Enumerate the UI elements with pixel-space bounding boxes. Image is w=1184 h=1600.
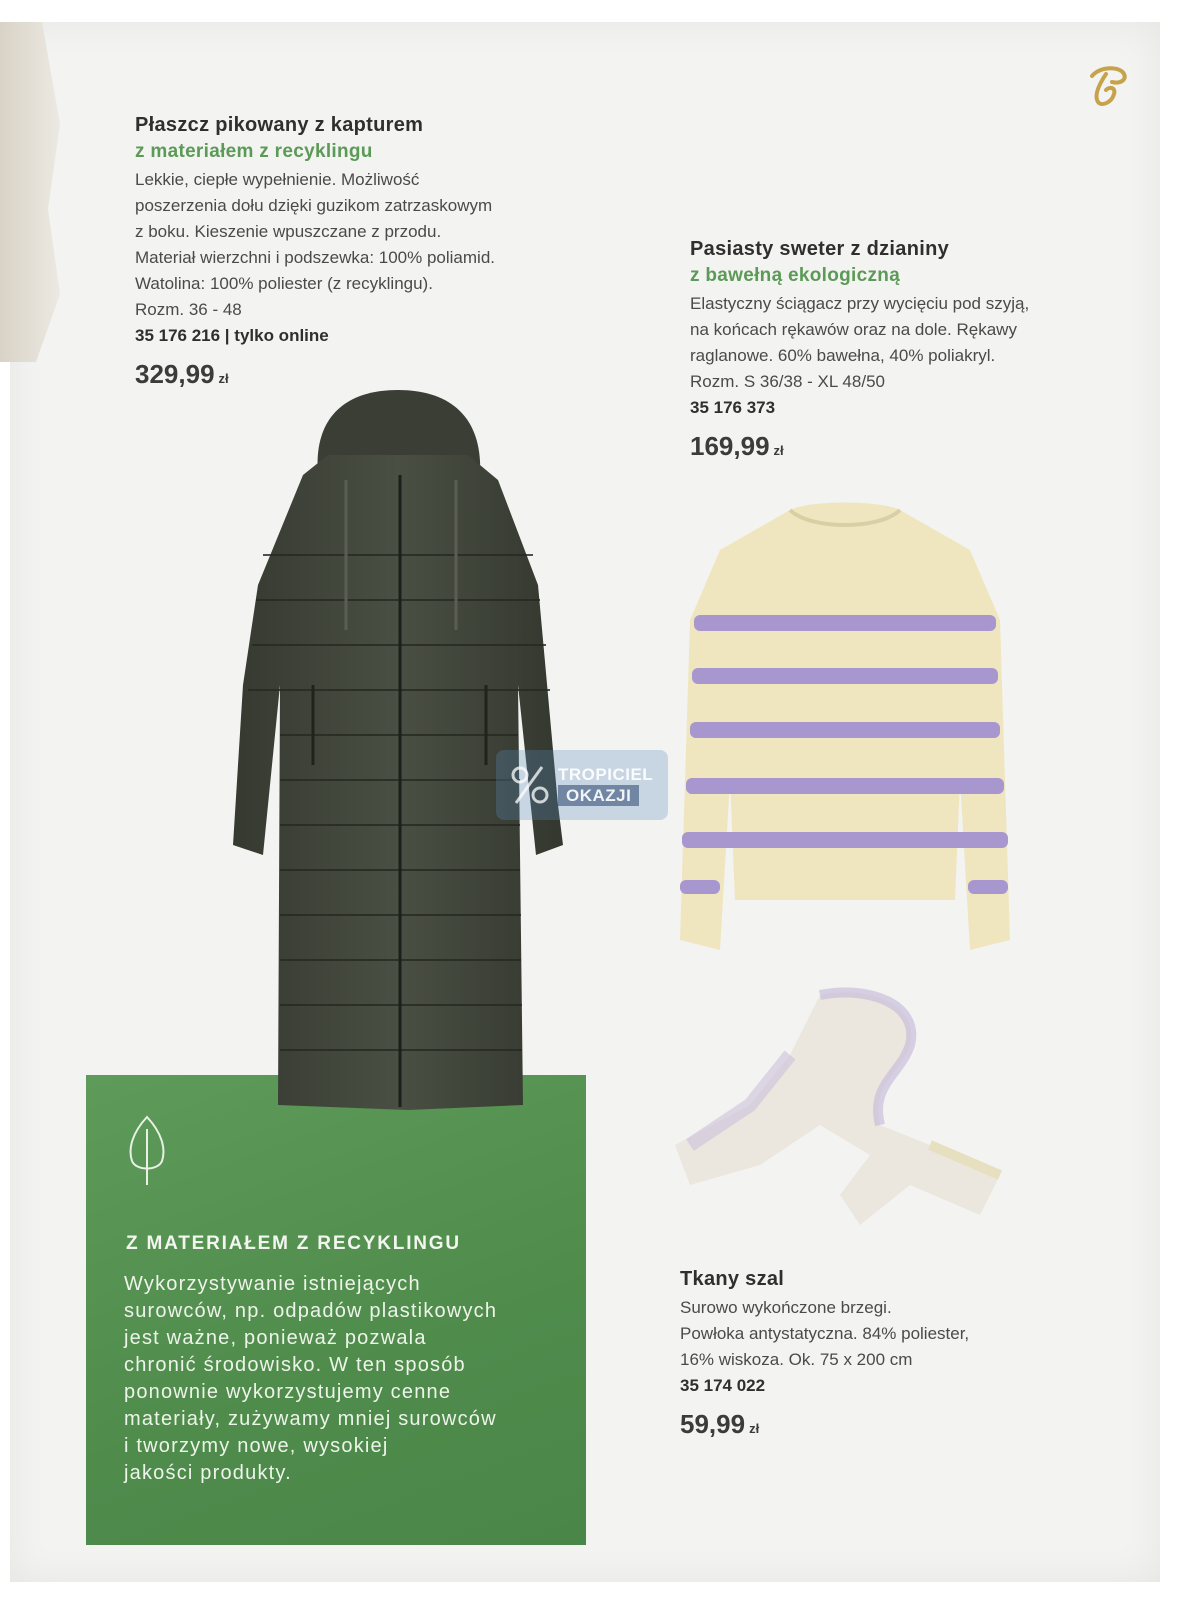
info-box-line: materiały, zużywamy mniej surowców [124, 1408, 497, 1430]
coat-desc-line: Watolina: 100% poliester (z recyklingu). [135, 274, 433, 293]
sweater-price-value: 169,99 [690, 431, 770, 461]
coat-desc-line: Lekkie, ciepłe wypełnienie. Możliwość [135, 170, 420, 189]
tropiciel-okazji-watermark [496, 750, 668, 820]
info-box-line: i tworzymy nowe, wysokiej [124, 1435, 389, 1457]
scarf-price [680, 1409, 1080, 1440]
coat-info [135, 114, 575, 390]
sweater-desc-line: raglanowe. 60% bawełna, 40% poliakryl. [690, 346, 996, 365]
sweater-info [690, 238, 1110, 462]
sweater-subtitle: z bawełną ekologiczną [690, 265, 901, 286]
info-box-line: surowców, np. odpadów plastikowych [124, 1300, 498, 1322]
scarf-description [680, 1295, 1080, 1373]
woven-scarf-image [670, 985, 1010, 1245]
coat-title: Płaszcz pikowany z kapturem [135, 114, 424, 136]
info-box-line: ponownie wykorzystujemy cenne [124, 1381, 452, 1403]
scarf-info [680, 1268, 1080, 1440]
sweater-desc-line: Elastyczny ściągacz przy wycięciu pod szyją, [690, 294, 1030, 313]
coat-size: Rozm. 36 - 48 [135, 300, 242, 319]
info-box-line: Wykorzystywanie istniejących [124, 1273, 421, 1295]
percent-tag-icon [502, 757, 558, 813]
scarf-desc-line: 16% wiskoza. Ok. 75 x 200 cm [680, 1350, 913, 1369]
sweater-desc-line: na końcach rękawów oraz na dole. Rękawy [690, 320, 1017, 339]
coat-code: 35 176 216 | tylko online [135, 326, 329, 345]
scarf-code: 35 174 022 [680, 1376, 766, 1395]
scarf-price-value: 59,99 [680, 1409, 746, 1439]
scarf-currency: zł [749, 1421, 760, 1436]
sweater-size: Rozm. S 36/38 - XL 48/50 [690, 372, 885, 391]
watermark-text [558, 764, 653, 806]
coat-desc-line: Materiał wierzchni i podszewka: 100% poliamid. [135, 248, 495, 267]
coat-description [135, 167, 575, 297]
striped-sweater-image [670, 500, 1020, 970]
coat-price-value: 329,99 [135, 359, 215, 389]
watermark-line2: OKAZJI [558, 785, 639, 806]
coat-currency: zł [218, 371, 229, 386]
info-box-line: chronić środowisko. W ten sposób [124, 1354, 466, 1376]
sweater-description [690, 291, 1110, 369]
coat-desc-line: poszerzenia dołu dzięki guzikom zatrzaskowym [135, 196, 493, 215]
leaf-icon [124, 1115, 170, 1187]
sweater-title: Pasiasty sweter z dzianiny [690, 238, 950, 260]
scarf-desc-line: Powłoka antystatyczna. 84% poliester, [680, 1324, 970, 1343]
watermark-line1: TROPICIEL [558, 765, 654, 784]
scarf-title: Tkany szal [680, 1268, 785, 1290]
info-box-line: jest ważne, ponieważ pozwala [124, 1327, 427, 1349]
sweater-price [690, 431, 1110, 462]
sweater-currency: zł [773, 443, 784, 458]
info-box-text [124, 1271, 564, 1487]
tchibo-logo-icon [1082, 62, 1130, 108]
recycled-info-box [86, 1075, 586, 1545]
coat-desc-line: z boku. Kieszenie wpuszczane z przodu. [135, 222, 442, 241]
info-box-line: jakości produkty. [124, 1462, 292, 1484]
scarf-desc-line: Surowo wykończone brzegi. [680, 1298, 892, 1317]
info-box-title: Z MATERIAŁEM Z RECYKLINGU [126, 1233, 461, 1254]
coat-subtitle: z materiałem z recyklingu [135, 141, 373, 162]
sweater-code: 35 176 373 [690, 398, 776, 417]
